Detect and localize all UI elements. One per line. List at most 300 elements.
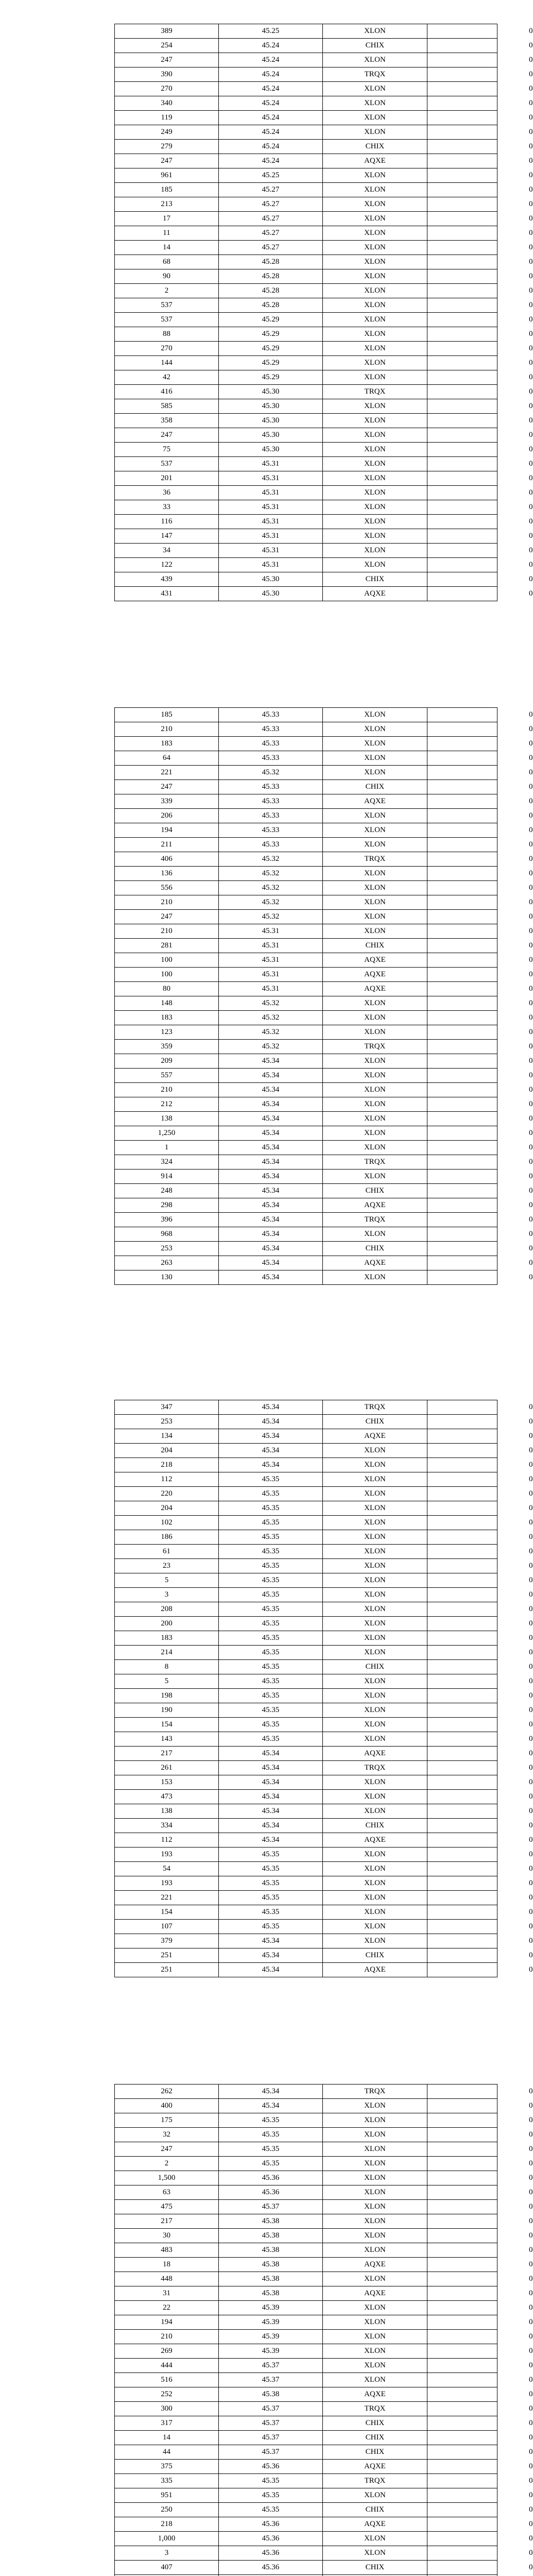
price-cell: 45.32 [219, 1011, 323, 1025]
venue-cell: XLON [323, 356, 427, 370]
venue-cell: XLON [323, 1631, 427, 1646]
venue-cell: XLON [323, 823, 427, 838]
price-cell: 45.35 [219, 1501, 323, 1516]
volume-cell: 123 [115, 1025, 219, 1040]
volume-cell: 42 [115, 370, 219, 385]
volume-cell: 134 [115, 1429, 219, 1444]
price-cell: 45.33 [219, 838, 323, 852]
table-row [115, 838, 497, 852]
time-cell: 0 [427, 587, 497, 601]
time-cell: 0 [427, 2142, 497, 2157]
venue-cell: XLON [323, 737, 427, 751]
volume-cell: 262 [115, 2084, 219, 2099]
table-row [115, 1761, 497, 1775]
volume-cell: 210 [115, 1083, 219, 1097]
price-cell: 45.39 [219, 2315, 323, 2330]
price-cell: 45.35 [219, 1559, 323, 1573]
time-cell: 0 [427, 1011, 497, 1025]
venue-cell: XLON [323, 1097, 427, 1112]
price-cell: 45.39 [219, 2301, 323, 2315]
price-cell: 45.31 [219, 544, 323, 558]
volume-cell: 359 [115, 1040, 219, 1054]
price-cell: 45.35 [219, 1617, 323, 1631]
venue-cell: AQXE [323, 982, 427, 996]
price-cell: 45.24 [219, 125, 323, 140]
volume-cell: 175 [115, 2113, 219, 2128]
table-row [115, 1588, 497, 1602]
volume-cell: 193 [115, 1876, 219, 1891]
time-cell: 0 [427, 968, 497, 982]
table-row [115, 111, 497, 125]
time-cell: 0 [427, 486, 497, 500]
volume-cell: 248 [115, 1184, 219, 1198]
venue-cell: CHIX [323, 2561, 427, 2575]
time-cell: 0 [427, 2359, 497, 2373]
volume-cell: 298 [115, 1198, 219, 1213]
table-row [115, 53, 497, 67]
table-row [115, 1040, 497, 1054]
price-cell: 45.38 [219, 2387, 323, 2402]
venue-cell: XLON [323, 111, 427, 125]
price-cell: 45.30 [219, 399, 323, 414]
time-cell: 0 [427, 2229, 497, 2243]
volume-cell: 585 [115, 399, 219, 414]
venue-cell: XLON [323, 1545, 427, 1559]
volume-cell: 375 [115, 2460, 219, 2474]
time-cell: 0 [427, 1876, 497, 1891]
venue-cell: XLON [323, 1458, 427, 1472]
volume-cell: 951 [115, 2488, 219, 2503]
time-cell: 0 [427, 1400, 497, 1415]
volume-cell: 431 [115, 587, 219, 601]
price-cell: 45.34 [219, 1804, 323, 1819]
price-cell: 45.24 [219, 82, 323, 96]
time-cell: 0 [427, 1213, 497, 1227]
time-cell: 0 [427, 1948, 497, 1963]
table-row [115, 1400, 497, 1415]
price-cell: 45.35 [219, 1530, 323, 1545]
volume-cell: 252 [115, 2387, 219, 2402]
venue-cell: AQXE [323, 1198, 427, 1213]
table-row [115, 982, 497, 996]
price-cell: 45.24 [219, 111, 323, 125]
table-row [115, 1573, 497, 1588]
volume-cell: 201 [115, 471, 219, 486]
volume-cell: 444 [115, 2359, 219, 2373]
table-row [115, 2185, 497, 2200]
venue-cell: XLON [323, 2142, 427, 2157]
price-cell: 45.24 [219, 67, 323, 82]
volume-cell: 183 [115, 1631, 219, 1646]
price-cell: 45.28 [219, 298, 323, 313]
time-cell: 0 [427, 1415, 497, 1429]
time-cell: 0 [427, 924, 497, 939]
time-cell: 0 [427, 2402, 497, 2416]
volume-cell: 251 [115, 1948, 219, 1963]
table-row [115, 1790, 497, 1804]
table-row [115, 2474, 497, 2488]
time-cell: 0 [427, 53, 497, 67]
table-row [115, 2387, 497, 2402]
volume-cell: 3 [115, 1588, 219, 1602]
volume-cell: 210 [115, 2330, 219, 2344]
time-cell: 0 [427, 558, 497, 572]
venue-cell: XLON [323, 2546, 427, 2561]
venue-cell: XLON [323, 1025, 427, 1040]
volume-cell: 138 [115, 1804, 219, 1819]
price-cell: 45.33 [219, 794, 323, 809]
volume-cell: 253 [115, 1415, 219, 1429]
table-row [115, 168, 497, 183]
volume-cell: 198 [115, 1689, 219, 1703]
volume-cell: 64 [115, 751, 219, 766]
venue-cell: XLON [323, 2113, 427, 2128]
time-cell: 0 [427, 939, 497, 953]
price-cell: 45.34 [219, 2099, 323, 2113]
volume-cell: 14 [115, 2431, 219, 2445]
table-row [115, 1227, 497, 1242]
venue-cell: AQXE [323, 1747, 427, 1761]
table-row [115, 269, 497, 284]
price-cell: 45.29 [219, 342, 323, 356]
time-cell: 0 [427, 1747, 497, 1761]
table-row [115, 2373, 497, 2387]
price-cell: 45.35 [219, 1602, 323, 1617]
table-row [115, 1472, 497, 1487]
table-row [115, 39, 497, 53]
price-cell: 45.32 [219, 1025, 323, 1040]
venue-cell: XLON [323, 1588, 427, 1602]
time-cell: 0 [427, 1112, 497, 1126]
price-cell: 45.31 [219, 529, 323, 544]
volume-cell: 914 [115, 1170, 219, 1184]
time-cell: 0 [427, 572, 497, 587]
venue-cell: XLON [323, 1848, 427, 1862]
volume-cell: 11 [115, 226, 219, 241]
price-cell: 45.34 [219, 1054, 323, 1069]
table-row [115, 356, 497, 370]
volume-cell: 1,500 [115, 2171, 219, 2185]
time-cell: 0 [427, 1458, 497, 1472]
price-cell: 45.35 [219, 1631, 323, 1646]
venue-cell: XLON [323, 1270, 427, 1285]
venue-cell: XLON [323, 2185, 427, 2200]
venue-cell: XLON [323, 996, 427, 1011]
volume-cell: 122 [115, 558, 219, 572]
venue-cell: XLON [323, 867, 427, 881]
time-cell: 0 [427, 1718, 497, 1732]
price-cell: 45.35 [219, 1862, 323, 1876]
time-cell: 0 [427, 2200, 497, 2214]
time-cell: 0 [427, 2185, 497, 2200]
volume-cell: 324 [115, 1155, 219, 1170]
volume-cell: 185 [115, 708, 219, 722]
time-cell: 0 [427, 1227, 497, 1242]
time-cell: 0 [427, 2445, 497, 2460]
volume-cell: 80 [115, 982, 219, 996]
time-cell: 0 [427, 2243, 497, 2258]
volume-cell: 116 [115, 515, 219, 529]
venue-cell: XLON [323, 1126, 427, 1141]
price-cell: 45.24 [219, 140, 323, 154]
table-row [115, 953, 497, 968]
time-cell: 0 [427, 2344, 497, 2359]
venue-cell: XLON [323, 241, 427, 255]
volume-cell: 270 [115, 82, 219, 96]
volume-cell: 218 [115, 1458, 219, 1472]
table-row [115, 968, 497, 982]
price-cell: 45.34 [219, 1963, 323, 1977]
price-cell: 45.33 [219, 780, 323, 794]
volume-cell: 247 [115, 780, 219, 794]
venue-cell: XLON [323, 1891, 427, 1905]
time-cell: 0 [427, 183, 497, 197]
venue-cell: XLON [323, 414, 427, 428]
price-cell: 45.34 [219, 1227, 323, 1242]
price-cell: 45.38 [219, 2229, 323, 2243]
table-row [115, 1415, 497, 1429]
table-row [115, 2460, 497, 2474]
price-cell: 45.32 [219, 996, 323, 1011]
venue-cell: XLON [323, 1732, 427, 1747]
venue-cell: XLON [323, 226, 427, 241]
price-cell: 45.35 [219, 2113, 323, 2128]
price-cell: 45.35 [219, 2157, 323, 2171]
price-cell: 45.35 [219, 1920, 323, 1934]
time-cell: 0 [427, 2084, 497, 2099]
time-cell: 0 [427, 852, 497, 867]
price-cell: 45.31 [219, 515, 323, 529]
venue-cell: XLON [323, 1718, 427, 1732]
venue-cell: XLON [323, 1674, 427, 1689]
table-row [115, 2344, 497, 2359]
venue-cell: XLON [323, 2344, 427, 2359]
volume-cell: 221 [115, 1891, 219, 1905]
volume-cell: 32 [115, 2128, 219, 2142]
table-row [115, 2488, 497, 2503]
table-row [115, 298, 497, 313]
price-cell: 45.28 [219, 255, 323, 269]
venue-cell: XLON [323, 1170, 427, 1184]
venue-cell: AQXE [323, 1833, 427, 1848]
table-row [115, 284, 497, 298]
price-cell: 45.28 [219, 269, 323, 284]
venue-cell: TRQX [323, 1213, 427, 1227]
time-cell: 0 [427, 722, 497, 737]
table-row [115, 1487, 497, 1501]
table-row [115, 572, 497, 587]
time-cell: 0 [427, 1126, 497, 1141]
time-cell: 0 [427, 269, 497, 284]
volume-cell: 516 [115, 2373, 219, 2387]
price-cell: 45.25 [219, 24, 323, 39]
table-row [115, 1689, 497, 1703]
time-cell: 0 [427, 544, 497, 558]
table-row [115, 327, 497, 342]
price-cell: 45.37 [219, 2431, 323, 2445]
volume-cell: 194 [115, 823, 219, 838]
volume-cell: 17 [115, 212, 219, 226]
table-row [115, 2113, 497, 2128]
time-cell: 0 [427, 313, 497, 327]
time-cell: 0 [427, 1848, 497, 1862]
table-row [115, 2445, 497, 2460]
time-cell: 0 [427, 766, 497, 780]
table-row [115, 2200, 497, 2214]
price-cell: 45.35 [219, 1718, 323, 1732]
volume-cell: 358 [115, 414, 219, 428]
table-row [115, 1501, 497, 1516]
table-row [115, 2099, 497, 2113]
time-cell: 0 [427, 2258, 497, 2272]
venue-cell: XLON [323, 2330, 427, 2344]
time-cell: 0 [427, 2532, 497, 2546]
price-cell: 45.34 [219, 1184, 323, 1198]
table-row [115, 2431, 497, 2445]
volume-cell: 130 [115, 1270, 219, 1285]
volume-cell: 14 [115, 241, 219, 255]
price-cell: 45.25 [219, 168, 323, 183]
price-cell: 45.32 [219, 766, 323, 780]
venue-cell: XLON [323, 515, 427, 529]
table-row [115, 587, 497, 601]
venue-cell: XLON [323, 428, 427, 443]
time-cell: 0 [427, 1660, 497, 1674]
price-cell: 45.31 [219, 953, 323, 968]
venue-cell: XLON [323, 2359, 427, 2373]
price-cell: 45.34 [219, 1256, 323, 1270]
venue-cell: TRQX [323, 385, 427, 399]
venue-cell: XLON [323, 53, 427, 67]
volume-cell: 335 [115, 2474, 219, 2488]
price-cell: 45.31 [219, 500, 323, 515]
venue-cell: AQXE [323, 2460, 427, 2474]
time-cell: 0 [427, 1559, 497, 1573]
table-row [115, 342, 497, 356]
time-cell: 0 [427, 1270, 497, 1285]
volume-cell: 968 [115, 1227, 219, 1242]
price-cell: 45.30 [219, 572, 323, 587]
table-row [115, 722, 497, 737]
venue-cell: XLON [323, 1920, 427, 1934]
volume-cell: 1,250 [115, 1126, 219, 1141]
price-cell: 45.35 [219, 1487, 323, 1501]
time-cell: 0 [427, 895, 497, 910]
time-cell: 0 [427, 1472, 497, 1487]
venue-cell: XLON [323, 1141, 427, 1155]
table-row [115, 515, 497, 529]
venue-cell: AQXE [323, 1429, 427, 1444]
price-cell: 45.38 [219, 2243, 323, 2258]
table-row [115, 212, 497, 226]
time-cell: 0 [427, 284, 497, 298]
price-cell: 45.39 [219, 2330, 323, 2344]
time-cell: 0 [427, 996, 497, 1011]
price-cell: 45.31 [219, 982, 323, 996]
time-cell: 0 [427, 809, 497, 823]
venue-cell: AQXE [323, 2286, 427, 2301]
venue-cell: XLON [323, 255, 427, 269]
time-cell: 0 [427, 327, 497, 342]
venue-cell: XLON [323, 327, 427, 342]
table-row [115, 2359, 497, 2373]
venue-cell: AQXE [323, 2517, 427, 2532]
time-cell: 0 [427, 2474, 497, 2488]
table-row [115, 1804, 497, 1819]
time-cell: 0 [427, 500, 497, 515]
time-cell: 0 [427, 2387, 497, 2402]
table-row [115, 2157, 497, 2171]
table-row [115, 255, 497, 269]
time-cell: 0 [427, 111, 497, 125]
time-cell: 0 [427, 1198, 497, 1213]
time-cell: 0 [427, 471, 497, 486]
table-row [115, 1617, 497, 1631]
table-row [115, 500, 497, 515]
venue-cell: XLON [323, 529, 427, 544]
price-cell: 45.24 [219, 154, 323, 168]
volume-cell: 209 [115, 1054, 219, 1069]
venue-cell: XLON [323, 881, 427, 895]
volume-cell: 473 [115, 1790, 219, 1804]
table-row [115, 1444, 497, 1458]
price-cell: 45.32 [219, 910, 323, 924]
price-cell: 45.34 [219, 1242, 323, 1256]
table-row [115, 1660, 497, 1674]
time-cell: 0 [427, 1097, 497, 1112]
price-cell: 45.37 [219, 2359, 323, 2373]
price-cell: 45.31 [219, 486, 323, 500]
volume-cell: 334 [115, 1819, 219, 1833]
time-cell: 0 [427, 1487, 497, 1501]
price-cell: 45.32 [219, 881, 323, 895]
volume-cell: 210 [115, 924, 219, 939]
time-cell: 0 [427, 1905, 497, 1920]
table-row [115, 1674, 497, 1689]
price-cell: 45.34 [219, 1126, 323, 1141]
table-row [115, 2503, 497, 2517]
volume-cell: 22 [115, 2301, 219, 2315]
table-row [115, 1242, 497, 1256]
price-cell: 45.24 [219, 53, 323, 67]
volume-cell: 33 [115, 500, 219, 515]
volume-cell: 407 [115, 2561, 219, 2575]
table-row [115, 2517, 497, 2532]
venue-cell: XLON [323, 1472, 427, 1487]
table-row [115, 1545, 497, 1559]
venue-cell: XLON [323, 1646, 427, 1660]
volume-cell: 100 [115, 953, 219, 968]
venue-cell: XLON [323, 1790, 427, 1804]
venue-cell: XLON [323, 1862, 427, 1876]
time-cell: 0 [427, 298, 497, 313]
volume-cell: 61 [115, 1545, 219, 1559]
venue-cell: XLON [323, 2272, 427, 2286]
table-row [115, 2243, 497, 2258]
volume-cell: 30 [115, 2229, 219, 2243]
table-row [115, 895, 497, 910]
price-cell: 45.36 [219, 2517, 323, 2532]
volume-cell: 75 [115, 443, 219, 457]
volume-cell: 210 [115, 722, 219, 737]
time-cell: 0 [427, 2330, 497, 2344]
table-row [115, 457, 497, 471]
time-cell: 0 [427, 212, 497, 226]
volume-cell: 154 [115, 1905, 219, 1920]
venue-cell: CHIX [323, 1819, 427, 1833]
table-row [115, 1862, 497, 1876]
volume-cell: 217 [115, 1747, 219, 1761]
